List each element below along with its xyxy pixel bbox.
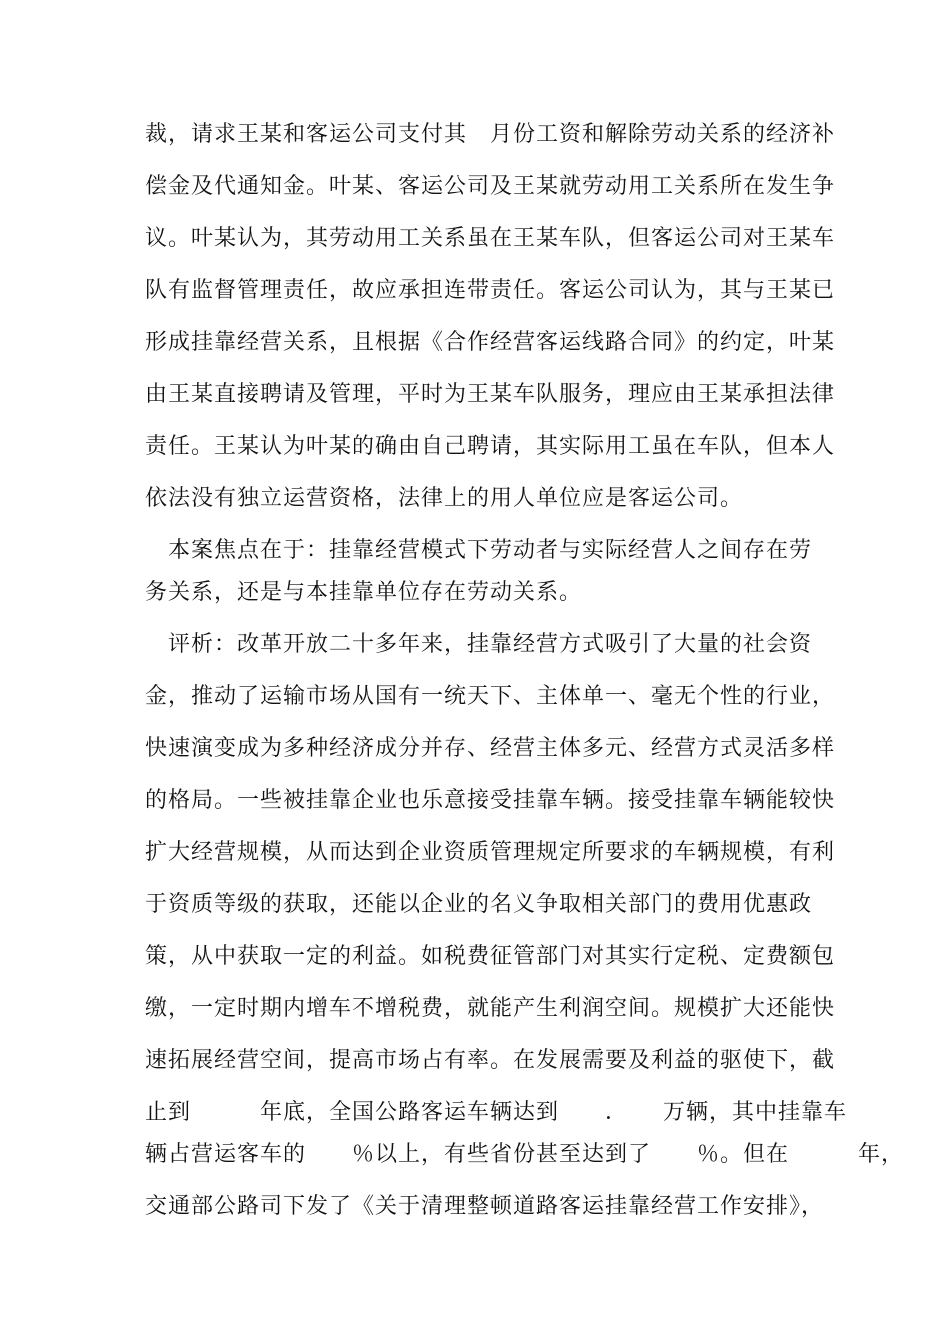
text-line: 扩大经营规模，从而达到企业资质管理规定所要求的车辆规模，有利 xyxy=(145,840,836,865)
text-line: 由王某直接聘请及管理，平时为王某车队服务，理应由王某承担法律 xyxy=(145,382,836,407)
text-line: 议。叶某认为，其劳动用工关系虽在王某车队，但客运公司对王某车 xyxy=(145,226,836,251)
text-line: 金，推动了运输市场从国有一统天下、主体单一、毫无个性的行业， xyxy=(145,684,836,709)
text-line: 辆占营运客车的 ％以上，有些省份甚至达到了 ％。但在 年， xyxy=(145,1142,905,1167)
text-line: 评析：改革开放二十多年来，挂靠经营方式吸引了大量的社会资 xyxy=(145,632,813,657)
text-line: 止到 年底，全国公路客运车辆达到 ． 万辆，其中挂靠车 xyxy=(145,1100,848,1125)
text-line: 队有监督管理责任，故应承担连带责任。客运公司认为，其与王某已 xyxy=(145,278,836,303)
text-line: 交通部公路司下发了《关于清理整顿道路客运挂靠经营工作安排》， xyxy=(145,1194,825,1219)
text-line: 偿金及代通知金。叶某、客运公司及王某就劳动用工关系所在发生争 xyxy=(145,174,836,199)
text-line: 缴，一定时期内增车不增税费，就能产生利润空间。规模扩大还能快 xyxy=(145,996,836,1021)
text-line: 务关系，还是与本挂靠单位存在劳动关系。 xyxy=(145,580,583,605)
text-line: 裁，请求王某和客运公司支付其 月份工资和解除劳动关系的经济补 xyxy=(145,122,836,147)
text-line: 依法没有独立运营资格，法律上的用人单位应是客运公司。 xyxy=(145,486,744,511)
text-line: 本案焦点在于：挂靠经营模式下劳动者与实际经营人之间存在劳 xyxy=(145,538,813,563)
text-line: 策，从中获取一定的利益。如税费征管部门对其实行定税、定费额包 xyxy=(145,944,836,969)
text-line: 责任。王某认为叶某的确由自己聘请，其实际用工虽在车队，但本人 xyxy=(145,434,836,459)
text-line: 形成挂靠经营关系，且根据《合作经营客运线路合同》的约定，叶某 xyxy=(145,330,836,355)
text-line: 快速演变成为多种经济成分并存、经营主体多元、经营方式灵活多样 xyxy=(145,736,836,761)
text-line: 于资质等级的获取，还能以企业的名义争取相关部门的费用优惠政 xyxy=(145,892,813,917)
text-line: 的格局。一些被挂靠企业也乐意接受挂靠车辆。接受挂靠车辆能较快 xyxy=(145,788,836,813)
text-line: 速拓展经营空间，提高市场占有率。在发展需要及利益的驱使下，截 xyxy=(145,1048,836,1073)
